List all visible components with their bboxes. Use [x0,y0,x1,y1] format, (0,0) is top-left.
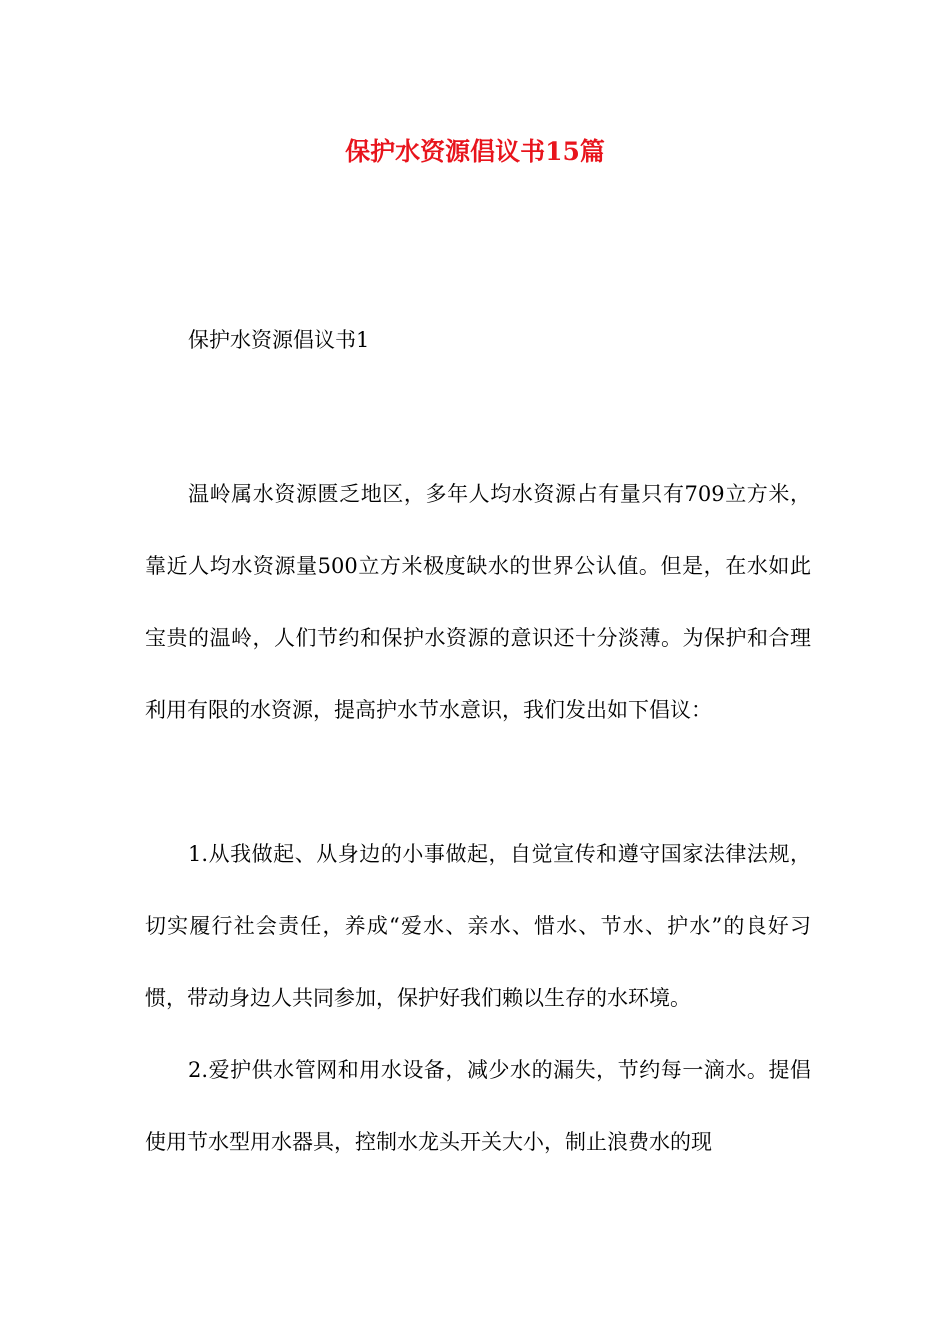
paragraph-item-2: 2.爱护供水管网和用水设备，减少水的漏失，节约每一滴水。提倡使用节水型用水器具，控制水龙头开关大小，制止浪费水的现 [145,1058,811,1154]
paragraph-item-1: 1.从我做起、从身边的小事做起，自觉宣传和遵守国家法律法规，切实履行社会责任，养成“爱水、亲水、惜水、节水、护水”的良好习惯，带动身边人共同参加，保护好我们赖以生存的水环境。 [145,842,811,1010]
paragraph-intro: 温岭属水资源匮乏地区，多年人均水资源占有量只有709立方米，靠近人均水资源量500立方米极度缺水的世界公认值。但是，在水如此宝贵的温岭，人们节约和保护水资源的意识还十分淡薄。为保护和合理利用有限的水资源，提高护水节水意识，我们发出如下倡议： [145,482,811,722]
document-title: 保护水资源倡议书15篇 [345,137,605,166]
section-heading: 保护水资源倡议书1 [188,328,370,352]
